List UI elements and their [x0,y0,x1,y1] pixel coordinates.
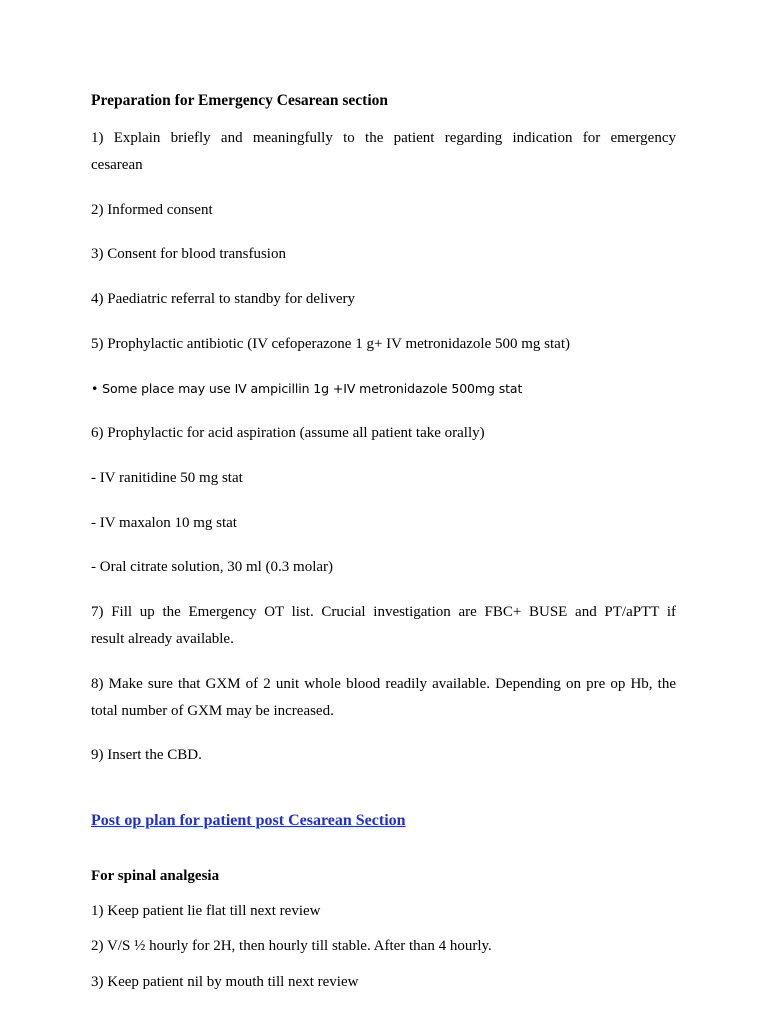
postop-item-2: 2) V/S ½ hourly for 2H, then hourly till stable. After than 4 hourly. [91,938,492,954]
prep-item-3: 3) Consent for blood transfusion [91,246,286,262]
prep-item-5: 5) Prophylactic antibiotic (IV cefoperazone 1 g+ IV metronidazole 500 mg stat) [91,336,571,352]
prep-item-2: 2) Informed consent [91,202,213,218]
prep-item-4: 4) Paediatric referral to standby for delivery [91,291,356,307]
prep-item-8-line-2: total number of GXM may be increased. [91,703,334,719]
prep-item-5-note: • Some place may use IV ampicillin 1g +IV metronidazole 500mg stat [91,381,523,396]
prep-item-9: 9) Insert the CBD. [91,747,202,763]
postop-item-3: 3) Keep patient nil by mouth till next review [91,974,359,990]
postop-plan-link[interactable]: Post op plan for patient post Cesarean Section [91,812,406,829]
prep-item-6: 6) Prophylactic for acid aspiration (assume all patient take orally) [91,425,485,441]
prep-item-1-line-2: cesarean [91,157,143,173]
prep-item-7-line-1: 7) Fill up the Emergency OT list. Crucial investigation are FBC+ BUSE and PT/aPTT if [91,604,676,620]
spinal-analgesia-subheading: For spinal analgesia [91,868,220,884]
prep-item-6-ranitidine: - IV ranitidine 50 mg stat [91,470,243,486]
prep-item-6-maxalon: - IV maxalon 10 mg stat [91,515,237,531]
prep-item-6-citrate: - Oral citrate solution, 30 ml (0.3 molar) [91,559,334,575]
prep-heading: Preparation for Emergency Cesarean section [91,92,389,109]
prep-item-1-line-1: 1) Explain briefly and meaningfully to the patient regarding indication for emergency [91,130,676,146]
prep-item-8-line-1: 8) Make sure that GXM of 2 unit whole blood readily available. Depending on pre op Hb, the [91,676,676,692]
postop-item-1: 1) Keep patient lie flat till next review [91,903,321,919]
prep-item-7-line-2: result already available. [91,631,234,647]
